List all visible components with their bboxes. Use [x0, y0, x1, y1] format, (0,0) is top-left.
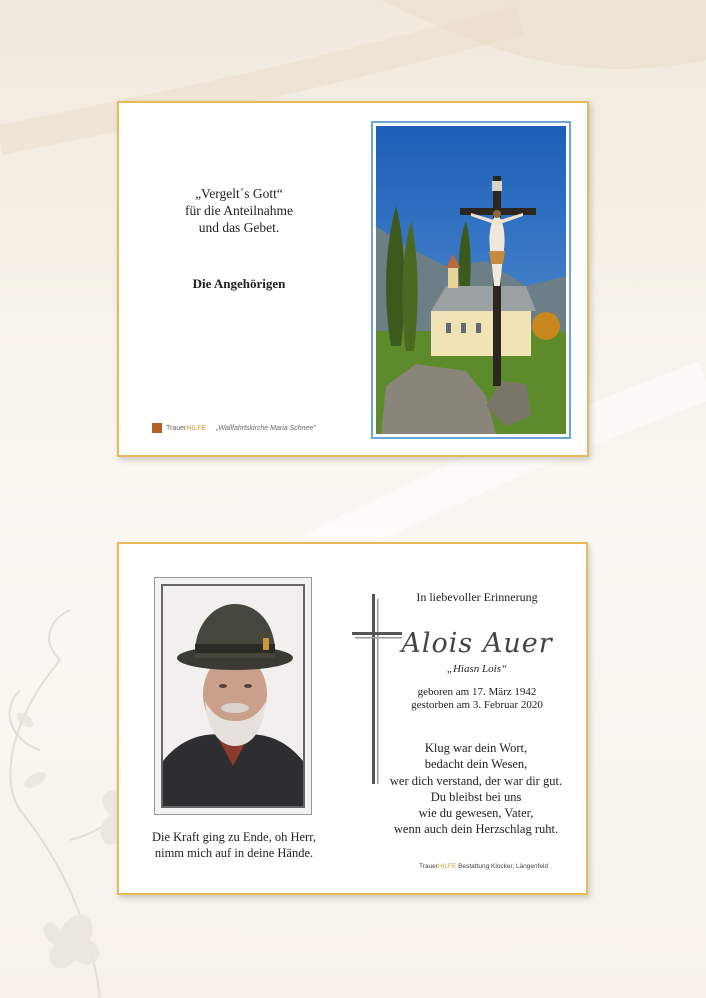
- poem: [369, 740, 583, 838]
- thanks-line: „Vergelt´s Gott“: [195, 186, 283, 201]
- poem-line: wenn auch dein Herzschlag ruht.: [393, 822, 559, 837]
- poem-line: wie du gewesen, Vater,: [418, 806, 534, 821]
- relatives-signature: Die Angehörigen: [192, 276, 286, 291]
- life-dates: [381, 686, 573, 712]
- trauerhilfe-logo-icon: [152, 423, 162, 433]
- brand-trauer: Trauer: [419, 863, 438, 870]
- chapel-crucifix-photo: [376, 126, 566, 434]
- farewell-quote: [139, 829, 329, 861]
- quote-line: Die Kraft ging zu Ende, oh Herr,: [151, 830, 317, 844]
- portrait-photo: [163, 586, 303, 806]
- photo-caption: „Wallfahrtskirche Maria Schnee“: [216, 424, 316, 432]
- thanks-line: und das Gebet.: [198, 220, 280, 235]
- memorial-card: [117, 542, 588, 895]
- trauerhilfe-brand: [152, 423, 316, 433]
- brand-hilfe: HILFE: [186, 424, 207, 432]
- birth-date: geboren am 17. März 1942: [417, 686, 537, 698]
- portrait-frame: [154, 577, 312, 815]
- brand-trauer: Trauer: [166, 424, 187, 432]
- poem-line: wer dich verstand, der war dir gut.: [389, 773, 563, 788]
- brand-hilfe: HILFE: [437, 863, 457, 870]
- poem-line: Klug war dein Wort,: [424, 741, 528, 755]
- thanks-line: für die Anteilnahme: [185, 203, 293, 218]
- nickname: „Hiasn Lois“: [446, 663, 508, 675]
- chapel-photo-frame: [371, 121, 571, 439]
- memory-heading: In liebevoller Erinnerung: [416, 590, 538, 604]
- funeral-home-brand: [419, 863, 548, 870]
- poem-line: bedacht dein Wesen,: [424, 757, 528, 772]
- death-date: gestorben am 3. Februar 2020: [411, 699, 543, 711]
- funeral-home-name: Bestattung Klocker, Längenfeld: [456, 863, 549, 870]
- quote-line: nimm mich auf in deine Hände.: [154, 846, 314, 860]
- poem-line: Du bleibst bei uns: [430, 789, 522, 804]
- deceased-name: Alois Auer: [401, 628, 553, 659]
- thank-you-card: [117, 101, 589, 457]
- thanks-text: [159, 185, 319, 236]
